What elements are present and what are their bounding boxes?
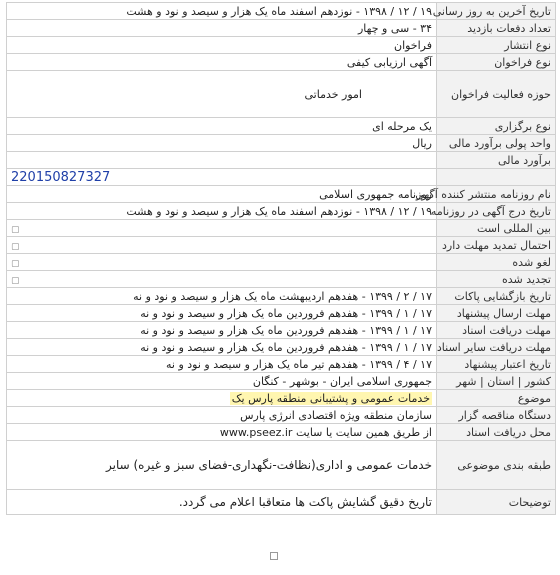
value-organizer: سازمان منطقه ویژه اقتصادی انرژی پارس: [7, 407, 437, 424]
value-submit-deadline: ۱۷ / ۱ / ۱۳۹۹ - هفدهم فروردین ماه یک هزار و سیصد و نود و نه: [7, 305, 437, 322]
value-currency: ریال: [7, 135, 437, 152]
row-other-docs-deadline: [7, 339, 556, 356]
label-international: بین المللی است: [437, 220, 556, 237]
row-classification: [7, 441, 556, 490]
value-activity-area: امور خدماتی: [304, 87, 362, 101]
value-call-type: آگهی ارزیابی کیفی: [7, 54, 437, 71]
row-tender-number: [7, 169, 556, 186]
checkbox-extension: ▢: [11, 241, 20, 252]
label-visits: تعداد دفعات بازدید: [437, 20, 556, 37]
row-call-type: [7, 54, 556, 71]
value-subject: خدمات عمومی و پشتیبانی منطقه پارس یک: [231, 391, 430, 405]
value-notes: تاریخ دقیق گشایش پاکت ها متعاقبا اعلام می گردد.: [7, 490, 437, 515]
row-submit-deadline: [7, 305, 556, 322]
label-holding-type: نوع برگزاری: [437, 118, 556, 135]
label-classification: طبقه بندی موضوعی: [437, 441, 556, 490]
value-newspaper: روزنامه جمهوری اسلامی: [7, 186, 437, 203]
row-currency: [7, 135, 556, 152]
label-call-type: نوع فراخوان: [437, 54, 556, 71]
value-location: جمهوری اسلامی ایران - بوشهر - کنگان: [7, 373, 437, 390]
label-cancelled: لغو شده: [437, 254, 556, 271]
label-organizer: دستگاه مناقصه گزار: [437, 407, 556, 424]
label-renewed: تجدید شده: [437, 271, 556, 288]
label-publish-type: نوع انتشار: [437, 37, 556, 54]
row-notes: [7, 490, 556, 515]
row-publish-type: [7, 37, 556, 54]
row-location: [7, 373, 556, 390]
value-other-docs-deadline: ۱۷ / ۱ / ۱۳۹۹ - هفدهم فروردین ماه یک هزار و سیصد و نود و نه: [7, 339, 437, 356]
row-docs-deadline: [7, 322, 556, 339]
value-opening-date: ۱۷ / ۲ / ۱۳۹۹ - هفدهم اردیبهشت ماه یک هزار و سیصد و نود و نه: [7, 288, 437, 305]
label-subject: موضوع: [437, 390, 556, 407]
value-tender-number: 220150827327: [11, 169, 111, 185]
value-validity: ۱۷ / ۴ / ۱۳۹۹ - هفدهم تیر ماه یک هزار و سیصد و نود و نه: [7, 356, 437, 373]
bottom-checkbox: [270, 552, 278, 560]
tender-details-table: [6, 2, 556, 515]
label-currency: واحد پولی برآورد مالی: [437, 135, 556, 152]
label-activity-area: حوزه فعالیت فراخوان: [437, 71, 556, 118]
row-validity: [7, 356, 556, 373]
row-opening-date: [7, 288, 556, 305]
value-publish-type: فراخوان: [7, 37, 437, 54]
row-doc-receipt-place: [7, 424, 556, 441]
checkbox-renewed: ▢: [11, 275, 20, 286]
value-holding-type: یک مرحله ای: [7, 118, 437, 135]
row-newspaper: [7, 186, 556, 203]
row-organizer: [7, 407, 556, 424]
label-docs-deadline: مهلت دریافت اسناد: [437, 322, 556, 339]
row-international: [7, 220, 556, 237]
value-last-update: ۱۹ / ۱۲ / ۱۳۹۸ - نوزدهم اسفند ماه یک هزار و سیصد و نود و هشت: [7, 3, 437, 20]
row-ad-date: [7, 203, 556, 220]
row-visits: [7, 20, 556, 37]
label-submit-deadline: مهلت ارسال پیشنهاد: [437, 305, 556, 322]
value-visits: ۳۴ - سی و چهار: [7, 20, 437, 37]
label-estimate: برآورد مالی: [437, 152, 556, 169]
value-classification: خدمات عمومی و اداری(نظافت-نگهداری-فضای سبز و غیره) سایر: [7, 441, 437, 490]
value-ad-date: ۱۹ / ۱۲ / ۱۳۹۸ - نوزدهم اسفند ماه یک هزار و سیصد و نود و هشت: [7, 203, 437, 220]
label-last-update: تاریخ آخرین به روز رسانی: [437, 3, 556, 20]
label-location: کشور | استان | شهر: [437, 373, 556, 390]
label-opening-date: تاریخ بازگشایی پاکات: [437, 288, 556, 305]
row-activity-area: [7, 71, 556, 118]
label-other-docs-deadline: مهلت دریافت سایر اسناد: [437, 339, 556, 356]
row-subject: [7, 390, 556, 407]
label-validity: تاریخ اعتبار پیشنهاد: [437, 356, 556, 373]
checkbox-cancelled: ▢: [11, 258, 20, 269]
value-doc-receipt-place[interactable]: از طریق همین سایت یا سایت www.pseez.ir: [7, 424, 437, 441]
label-newspaper: نام روزنامه منتشر کننده آگهی: [437, 186, 556, 203]
value-estimate: [7, 152, 437, 169]
row-last-update: [7, 3, 556, 20]
label-tender-number: [437, 169, 556, 186]
row-renewed: [7, 271, 556, 288]
label-extension: احتمال تمدید مهلت دارد: [437, 237, 556, 254]
value-docs-deadline: ۱۷ / ۱ / ۱۳۹۹ - هفدهم فروردین ماه یک هزار و سیصد و نود و نه: [7, 322, 437, 339]
row-estimate: [7, 152, 556, 169]
checkbox-international: ▢: [11, 224, 20, 235]
row-cancelled: [7, 254, 556, 271]
label-notes: توضیحات: [437, 490, 556, 515]
label-doc-receipt-place: محل دریافت اسناد: [437, 424, 556, 441]
label-ad-date: تاریخ درج آگهی در روزنامه: [437, 203, 556, 220]
row-extension: [7, 237, 556, 254]
row-holding-type: [7, 118, 556, 135]
